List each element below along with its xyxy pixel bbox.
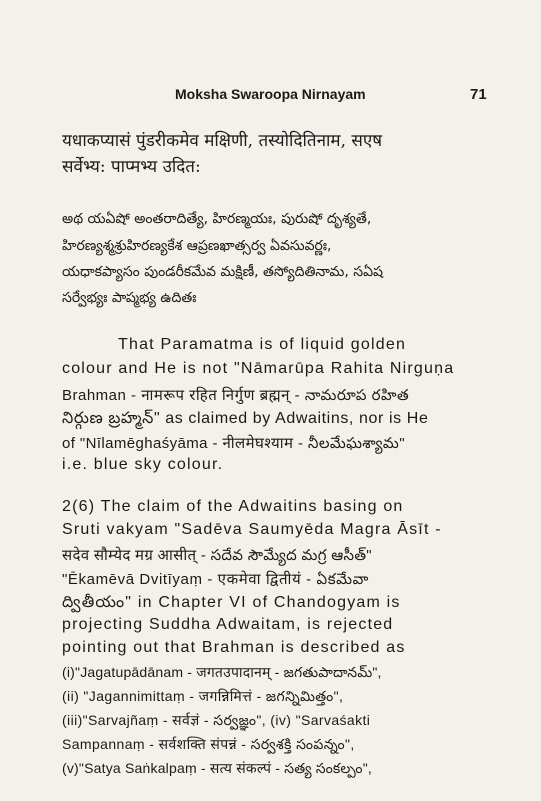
paragraph-line: projecting Suddha Adwaitam, is rejected bbox=[62, 616, 394, 633]
sanskrit-line: सर्वेभ्य: पाप्मभ्य उदित: bbox=[62, 157, 201, 177]
paragraph-line: pointing out that Brahman is described as bbox=[62, 639, 406, 656]
sanskrit-line: यधाकप्यासं पुंडरीकमेव मक्षिणी, तस्योदितिनाम, सएष bbox=[62, 131, 383, 151]
paragraph-line: (v)"Satya Saṅkalpaṃ - सत्य संकल्पं - సత్య సంకల్పం", bbox=[62, 760, 372, 776]
paragraph-line: "Ēkamēvā Dvitīyaṃ - एकमेवा द्वितीयं - ఏకమేవా bbox=[62, 571, 369, 588]
paragraph-line: 2(6) The claim of the Adwaitins basing on bbox=[62, 498, 404, 515]
paragraph-line: i.e. blue sky colour. bbox=[62, 456, 224, 473]
telugu-line: సర్వేభ్యః పాప్మభ్య ఉదితః bbox=[62, 290, 197, 306]
paragraph-line: (i)"Jagatupādānam - जगतउपादानम् - జగతుపాదానమ్", bbox=[62, 664, 382, 680]
paragraph-line: Sampannaṃ - सर्वशक्ति संपन्नं - సర్వశక్తి సంపన్నం", bbox=[62, 736, 355, 752]
paragraph-line: That Paramatma is of liquid golden bbox=[118, 336, 407, 353]
running-header: Moksha Swaroopa Nirnayam bbox=[175, 86, 366, 102]
telugu-line: యధాకప్యాసం పుండరీకమేవ మక్షిణీ, తస్యోదితినామ, సఏష bbox=[62, 264, 384, 280]
paragraph-line: ద్వితీయం" in Chapter VI of Chandogyam is bbox=[62, 594, 401, 611]
paragraph-line: (iii)"Sarvajñaṃ - सर्वज्ञं - సర్వజ్ఞం", (iv) "Sarvaśakti bbox=[62, 712, 371, 728]
paragraph-line: Sruti vakyam "Sadēva Saumyēda Magra Āsīt - bbox=[62, 521, 442, 538]
paragraph-line: (ii) "Jagannimittaṃ - जगन्निमित्तं - జగన్నిమిత్తం", bbox=[62, 688, 344, 704]
page-number: 71 bbox=[470, 86, 487, 103]
telugu-line: హిరణ్యశ్మశ్రుహిరణ్యకేశ ఆప్రణఖాత్సర్వ ఏవసువర్ణః, bbox=[62, 238, 332, 254]
telugu-line: అథ యఏషో అంతరాదిత్యే, హిరణ్మయః, పురుషో దృశ్యతే, bbox=[62, 211, 372, 227]
paragraph-line: colour and He is not "Nāmarūpa Rahita Nirguṇa bbox=[62, 360, 455, 377]
paragraph-line: सदेव सौम्येद मग्र आसीत् - సదేవ సౌమ్యేద మగ్ర ఆసీత్" bbox=[62, 547, 372, 564]
paragraph-line: నిర్గుణ బ్రహ్మన్" as claimed by Adwaitins, nor is He bbox=[62, 410, 429, 427]
paragraph-line: Brahman - नामरूप रहित निर्गुण ब्रह्मन् - నామరూప రహిత bbox=[62, 387, 410, 404]
paragraph-line: of "Nīlamēghaśyāma - नीलमेघश्याम - నీలమేఘశ్యామ" bbox=[62, 435, 405, 452]
